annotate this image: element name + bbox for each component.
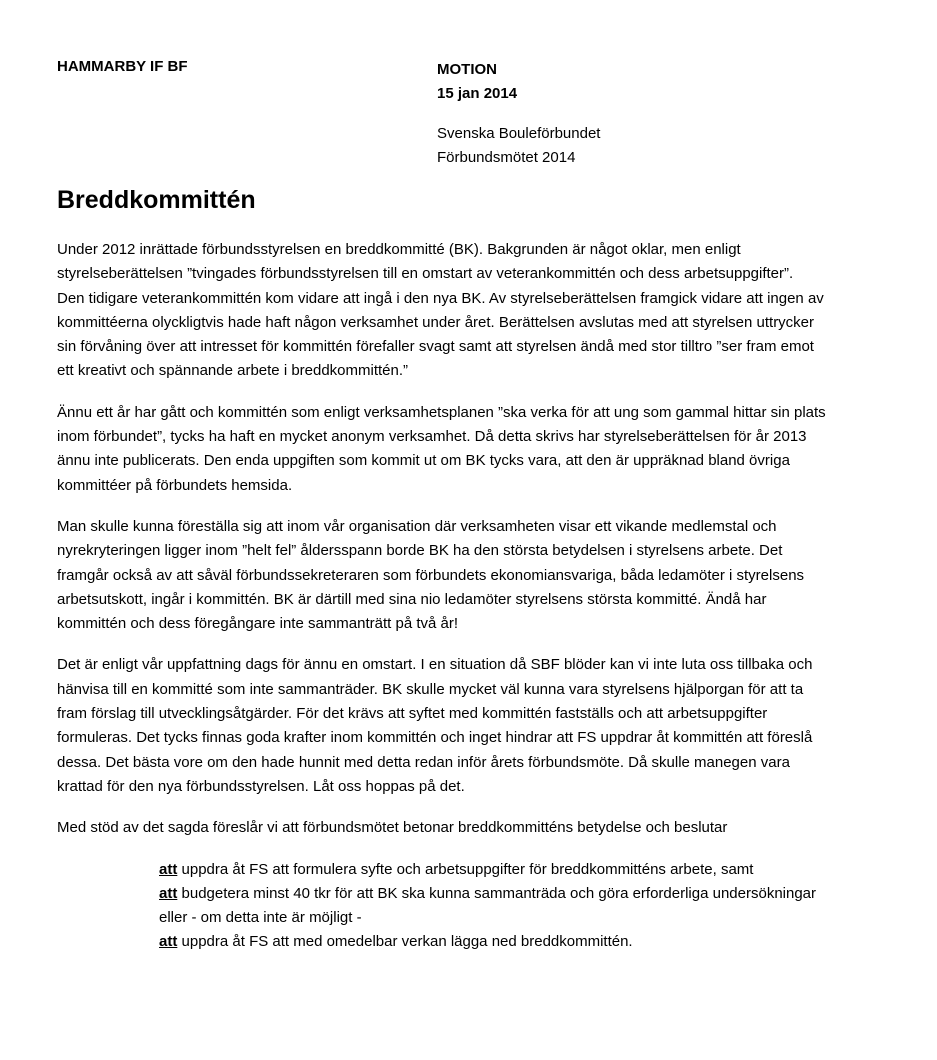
paragraph-5 [57,816,887,840]
text-line: kommittén och dess föregångare inte sammanträtt på två år! [57,615,459,633]
document-body [57,238,887,955]
decision-text: budgetera minst 40 tkr för att BK ska kunna sammanträda och göra erforderliga undersökningar [177,884,817,902]
document-date: 15 jan 2014 [437,85,518,102]
text-line: Man skulle kunna föreställa sig att inom vår organisation där verksamheten visar ett vikande medlemstal och [57,517,777,535]
text-line: arbetsutskott, ingår i kommittén. BK är därtill med sina nio ledamöter styrelsens största kommitté. Ändå har [57,590,767,608]
text-line: fram förslag till utvecklingsåtgärder. För det krävs att syftet med kommittén fastställs och att arbetsuppgifter [57,705,768,723]
decision-alternative-note: eller - om detta inte är möjligt - [159,909,362,927]
text-line: styrelseberättelsen ”tvingades förbundsstyrelsen till en omstart av veterankommittén och dess arbetsuppgifter”. [57,265,794,283]
text-line: kommittéerna olyckligtvis hade haft någon verksamhet under året. Berättelsen avslutas med att styrelsen uttrycker [57,313,815,331]
decision-text: uppdra åt FS att formulera syfte och arbetsuppgifter för breddkommitténs arbete, samt [177,860,754,878]
paragraph-1 [57,238,887,384]
text-line: sin förvåning över att intresset för kommittén förefaller svagt samt att styrelsen ändå med stor tilltro ”ser fram emot [57,338,814,356]
paragraph-2 [57,401,887,498]
text-line: inom förbundet”, tycks ha haft en mycket anonym verksamhet. Då detta skrivs har styrelseberättelsen för år 2013 [57,428,807,446]
document-type: MOTION [437,61,497,78]
text-line: Med stöd av det sagda föreslår vi att förbundsmötet betonar breddkommitténs betydelse och beslutar [57,819,728,837]
text-line: krattad för den nya förbundsstyrelsen. Låt oss hoppas på det. [57,777,465,795]
text-line: ett kreativt och spännande arbete i breddkommittén.” [57,362,409,380]
paragraph-4 [57,653,887,799]
text-line: Det är enligt vår uppfattning dags för ännu en omstart. I en situation då SBF blöder kan vi inte luta oss tillbaka och [57,656,813,674]
text-line: formuleras. Det tycks finnas goda krafter inom kommittén och inget hindrar att FS uppdrar åt kommittén att föreslå [57,729,813,747]
text-line: nyrekryteringen ligger inom ”helt fel” åldersspann borde BK ha den största betydelsen i styrelsens arbete. Det [57,542,783,560]
decision-item [159,858,887,882]
text-line: Ännu ett år har gått och kommittén som enligt verksamhetsplanen ”ska verka för att ung som gammal hittar sin plats [57,403,826,421]
text-line: Under 2012 inrättade förbundsstyrelsen en breddkommitté (BK). Bakgrunden är något oklar, men enligt [57,241,741,258]
decision-item [159,930,887,954]
text-line: kommittéer på förbundets hemsida. [57,476,293,494]
text-line: ännu inte publicerats. Den enda uppgiften som kommit ut om BK tycks vara, att den är uppräknad bland övriga [57,452,790,470]
organization-name: HAMMARBY IF BF [57,58,188,75]
paragraph-3 [57,515,887,636]
text-line: Den tidigare veterankommittén kom vidare att ingå i den nya BK. Av styrelseberättelsen framgick vidare att ingen av [57,289,824,307]
page-title: Breddkommittén [57,186,256,214]
recipient: Svenska Bouleförbundet [437,125,601,142]
text-line: hänvisa till en kommitté som inte sammanträder. BK skulle mycket väl kunna vara styrelsens hjälporgan för att ta [57,680,804,698]
text-line: dessa. Det bästa vore om den hade hunnit med detta redan inför årets förbundsmöte. Då skulle manegen vara [57,753,790,771]
decision-item [159,882,887,906]
meeting-name: Förbundsmötet 2014 [437,149,576,166]
decision-text: uppdra åt FS att med omedelbar verkan lägga ned breddkommittén. [177,933,633,951]
header-spacer [437,106,600,122]
decision-keyword: att [159,860,178,878]
text-line: framgår också av att såväl förbundssekreteraren som förbundets ekonomiansvariga, båda ledamöter i styrelsens [57,566,805,584]
decision-keyword: att [159,884,178,902]
header-block [437,58,600,170]
decision-keyword: att [159,933,178,951]
decision-list [159,858,887,955]
